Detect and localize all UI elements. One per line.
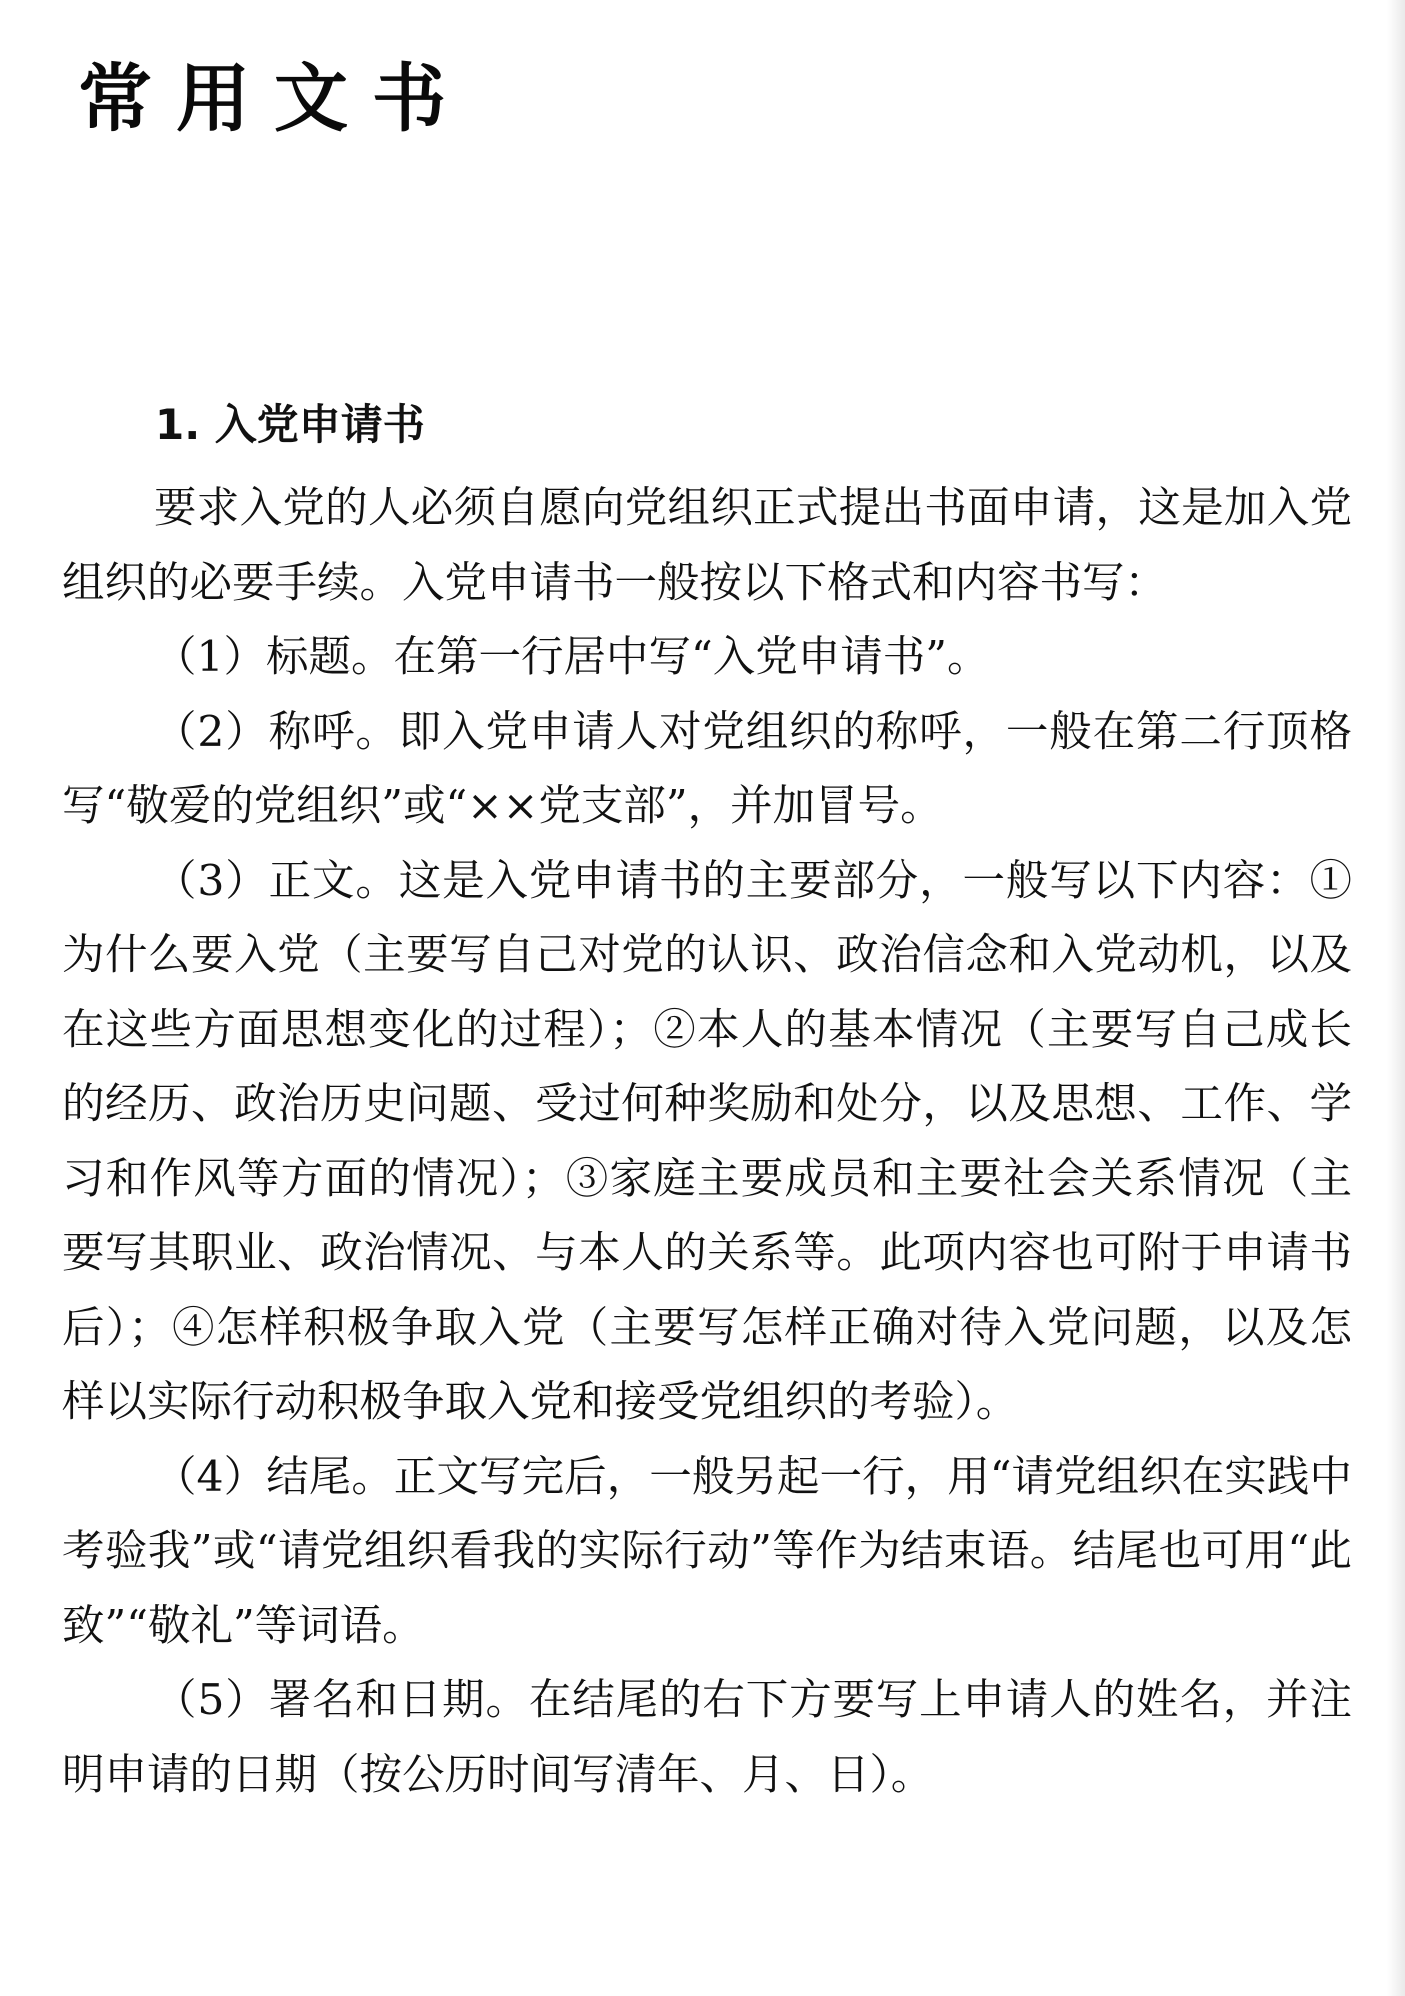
section-title: 1. 入党申请书 (155, 400, 425, 449)
item-salutation-paragraph: （2）称呼。即入党申请人对党组织的称呼，一般在第二行顶格写“敬爱的党组织”或“××党支部”，并加冒号。 (62, 707, 1352, 831)
item-body-paragraph: （3）正文。这是入党申请书的主要部分，一般写以下内容：①为什么要入党（主要写自己对党的认识、政治信念和入党动机，以及在这些方面思想变化的过程）；②本人的基本情况（主要写自己成长的经历、政治历史问题、受过何种奖励和处分，以及思想、工作、学习和作风等方面的情况）；③家庭主要成员和主要社会关系情况（主要写其职业、政治情况、与本人的关系等。此项内容也可附于申请书后）；④怎样积极争取入党（主要写怎样正确对待入党问题，以及怎样以实际行动积极争取入党和接受党组织的考验）。 (62, 856, 1352, 1427)
running-head: 常用文书 (78, 56, 470, 142)
item-signature-paragraph: （5）署名和日期。在结尾的右下方要写上申请人的姓名，并注明申请的日期（按公历时间写清年、月、日）。 (62, 1676, 1352, 1800)
item-title-paragraph: （1）标题。在第一行居中写“入党申请书”。 (154, 633, 990, 682)
item-closing-paragraph: （4）结尾。正文写完后，一般另起一行，用“请党组织在实践中考验我”或“请党组织看我的实际行动”等作为结束语。结尾也可用“此致”“敬礼”等词语。 (62, 1452, 1352, 1651)
page-edge-shadow (1387, 0, 1405, 1996)
intro-paragraph: 要求入党的人必须自愿向党组织正式提出书面申请，这是加入党组织的必要手续。入党申请书一般按以下格式和内容书写： (62, 484, 1352, 608)
section-body (62, 472, 1352, 1813)
